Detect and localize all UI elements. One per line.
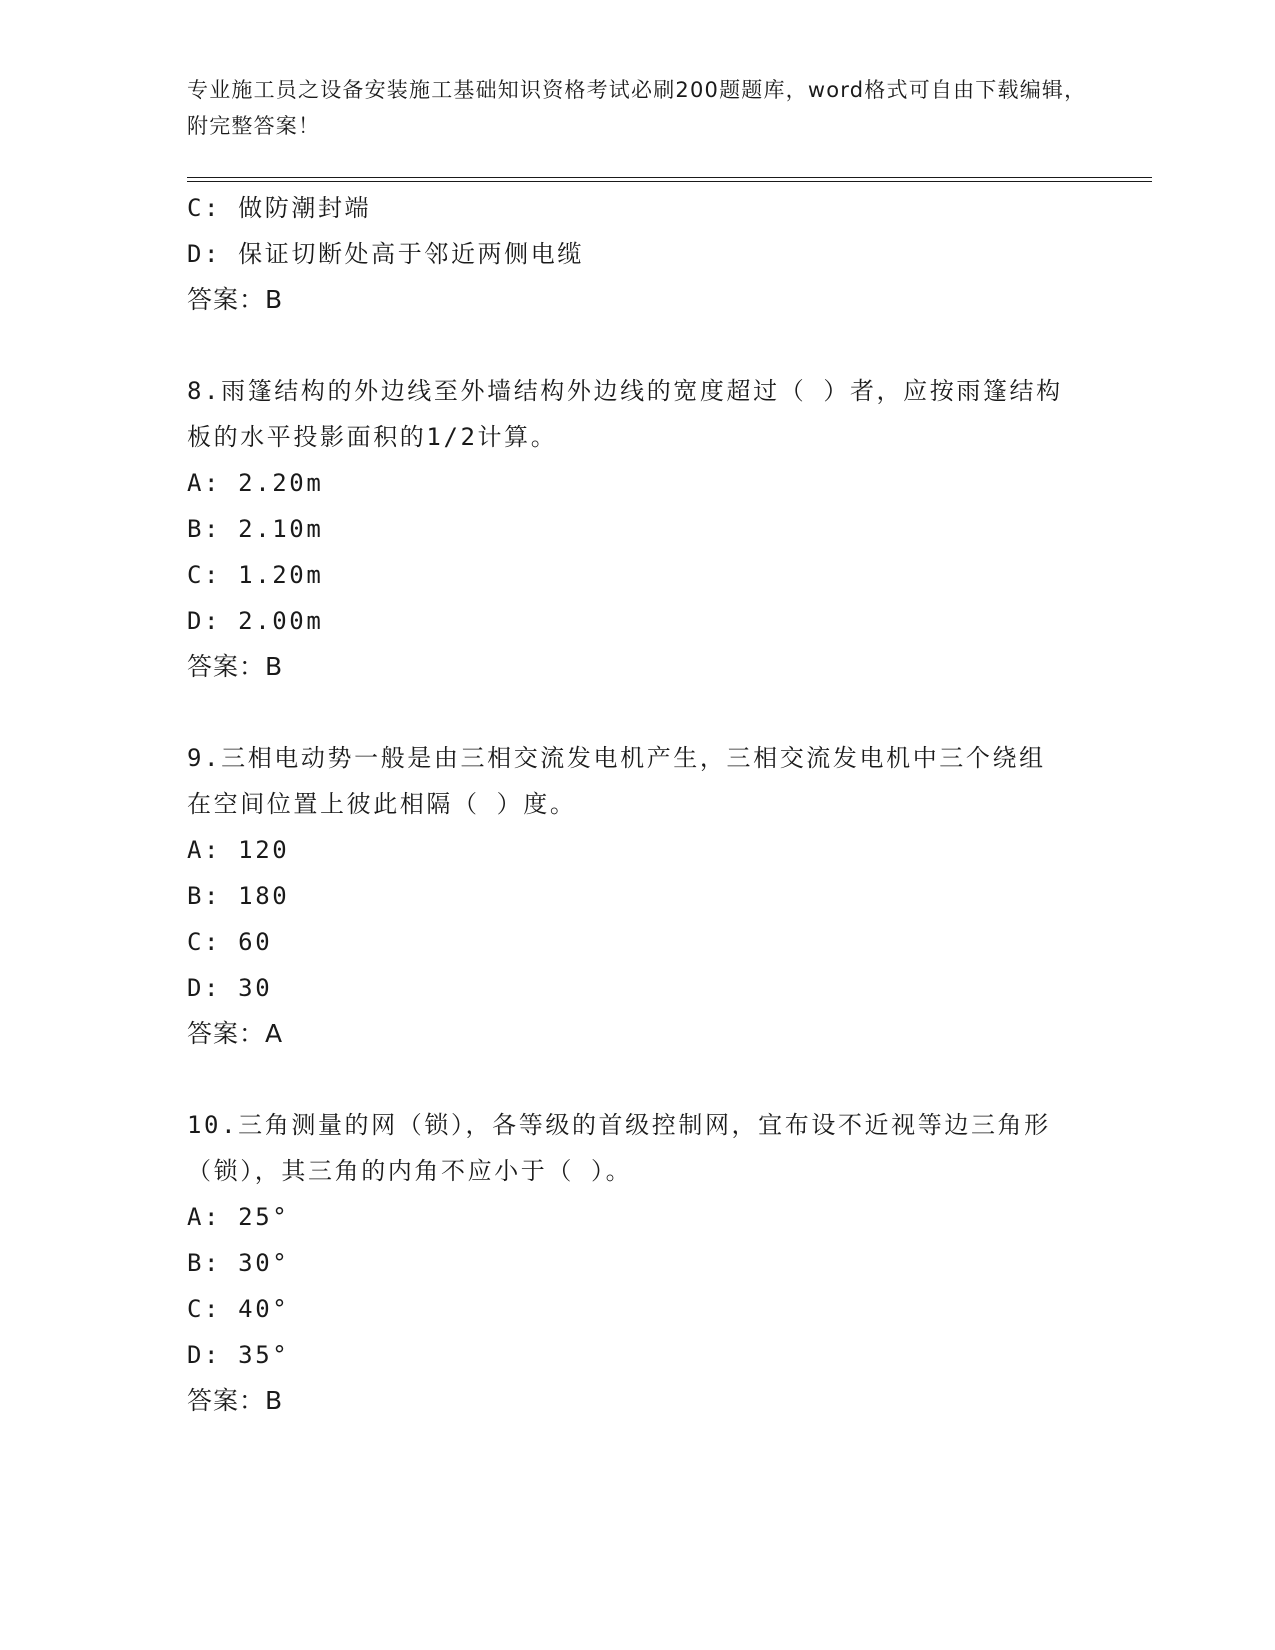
option-a: A: 120: [187, 836, 290, 864]
answer-line: 答案：B: [187, 285, 284, 314]
question-continuation: [187, 185, 1087, 323]
answer-line: 答案：B: [187, 1386, 284, 1415]
document-header: 专业施工员之设备安装施工基础知识资格考试必刷200题题库，word格式可自由下载编辑，附完整答案！: [187, 78, 1087, 138]
question-8: [187, 368, 1087, 690]
option-a: A: 25°: [187, 1203, 290, 1231]
option-c: C: 1.20m: [187, 561, 324, 589]
option-a: A: 2.20m: [187, 469, 324, 497]
option-d: D: 35°: [187, 1341, 290, 1369]
option-b: B: 180: [187, 882, 290, 910]
spacer: [187, 690, 1087, 735]
option-c: C: 40°: [187, 1295, 290, 1323]
question-text: 10.三角测量的网（锁），各等级的首级控制网，宜布设不近视等边三角形（锁），其三角的内角不应小于（ ）。: [187, 1111, 1051, 1185]
option-c: C: 做防潮封端: [187, 194, 372, 222]
option-d: D: 30: [187, 974, 273, 1002]
document-body: [187, 185, 1087, 1424]
answer-line: 答案：B: [187, 652, 284, 681]
header-rule-bottom: [187, 181, 1152, 182]
spacer: [187, 1057, 1087, 1102]
question-9: [187, 735, 1087, 1057]
option-c: C: 60: [187, 928, 273, 956]
question-10: [187, 1102, 1087, 1424]
option-b: B: 2.10m: [187, 515, 324, 543]
option-d: D: 2.00m: [187, 607, 324, 635]
question-text: 9.三相电动势一般是由三相交流发电机产生，三相交流发电机中三个绕组在空间位置上彼此相隔（ ）度。: [187, 744, 1046, 818]
option-d: D: 保证切断处高于邻近两侧电缆: [187, 240, 584, 268]
option-b: B: 30°: [187, 1249, 290, 1277]
answer-line: 答案：A: [187, 1019, 284, 1048]
header-rule-top: [187, 177, 1152, 178]
spacer: [187, 323, 1087, 368]
question-text: 8.雨篷结构的外边线至外墙结构外边线的宽度超过（ ）者，应按雨篷结构板的水平投影面积的1/2计算。: [187, 377, 1063, 451]
